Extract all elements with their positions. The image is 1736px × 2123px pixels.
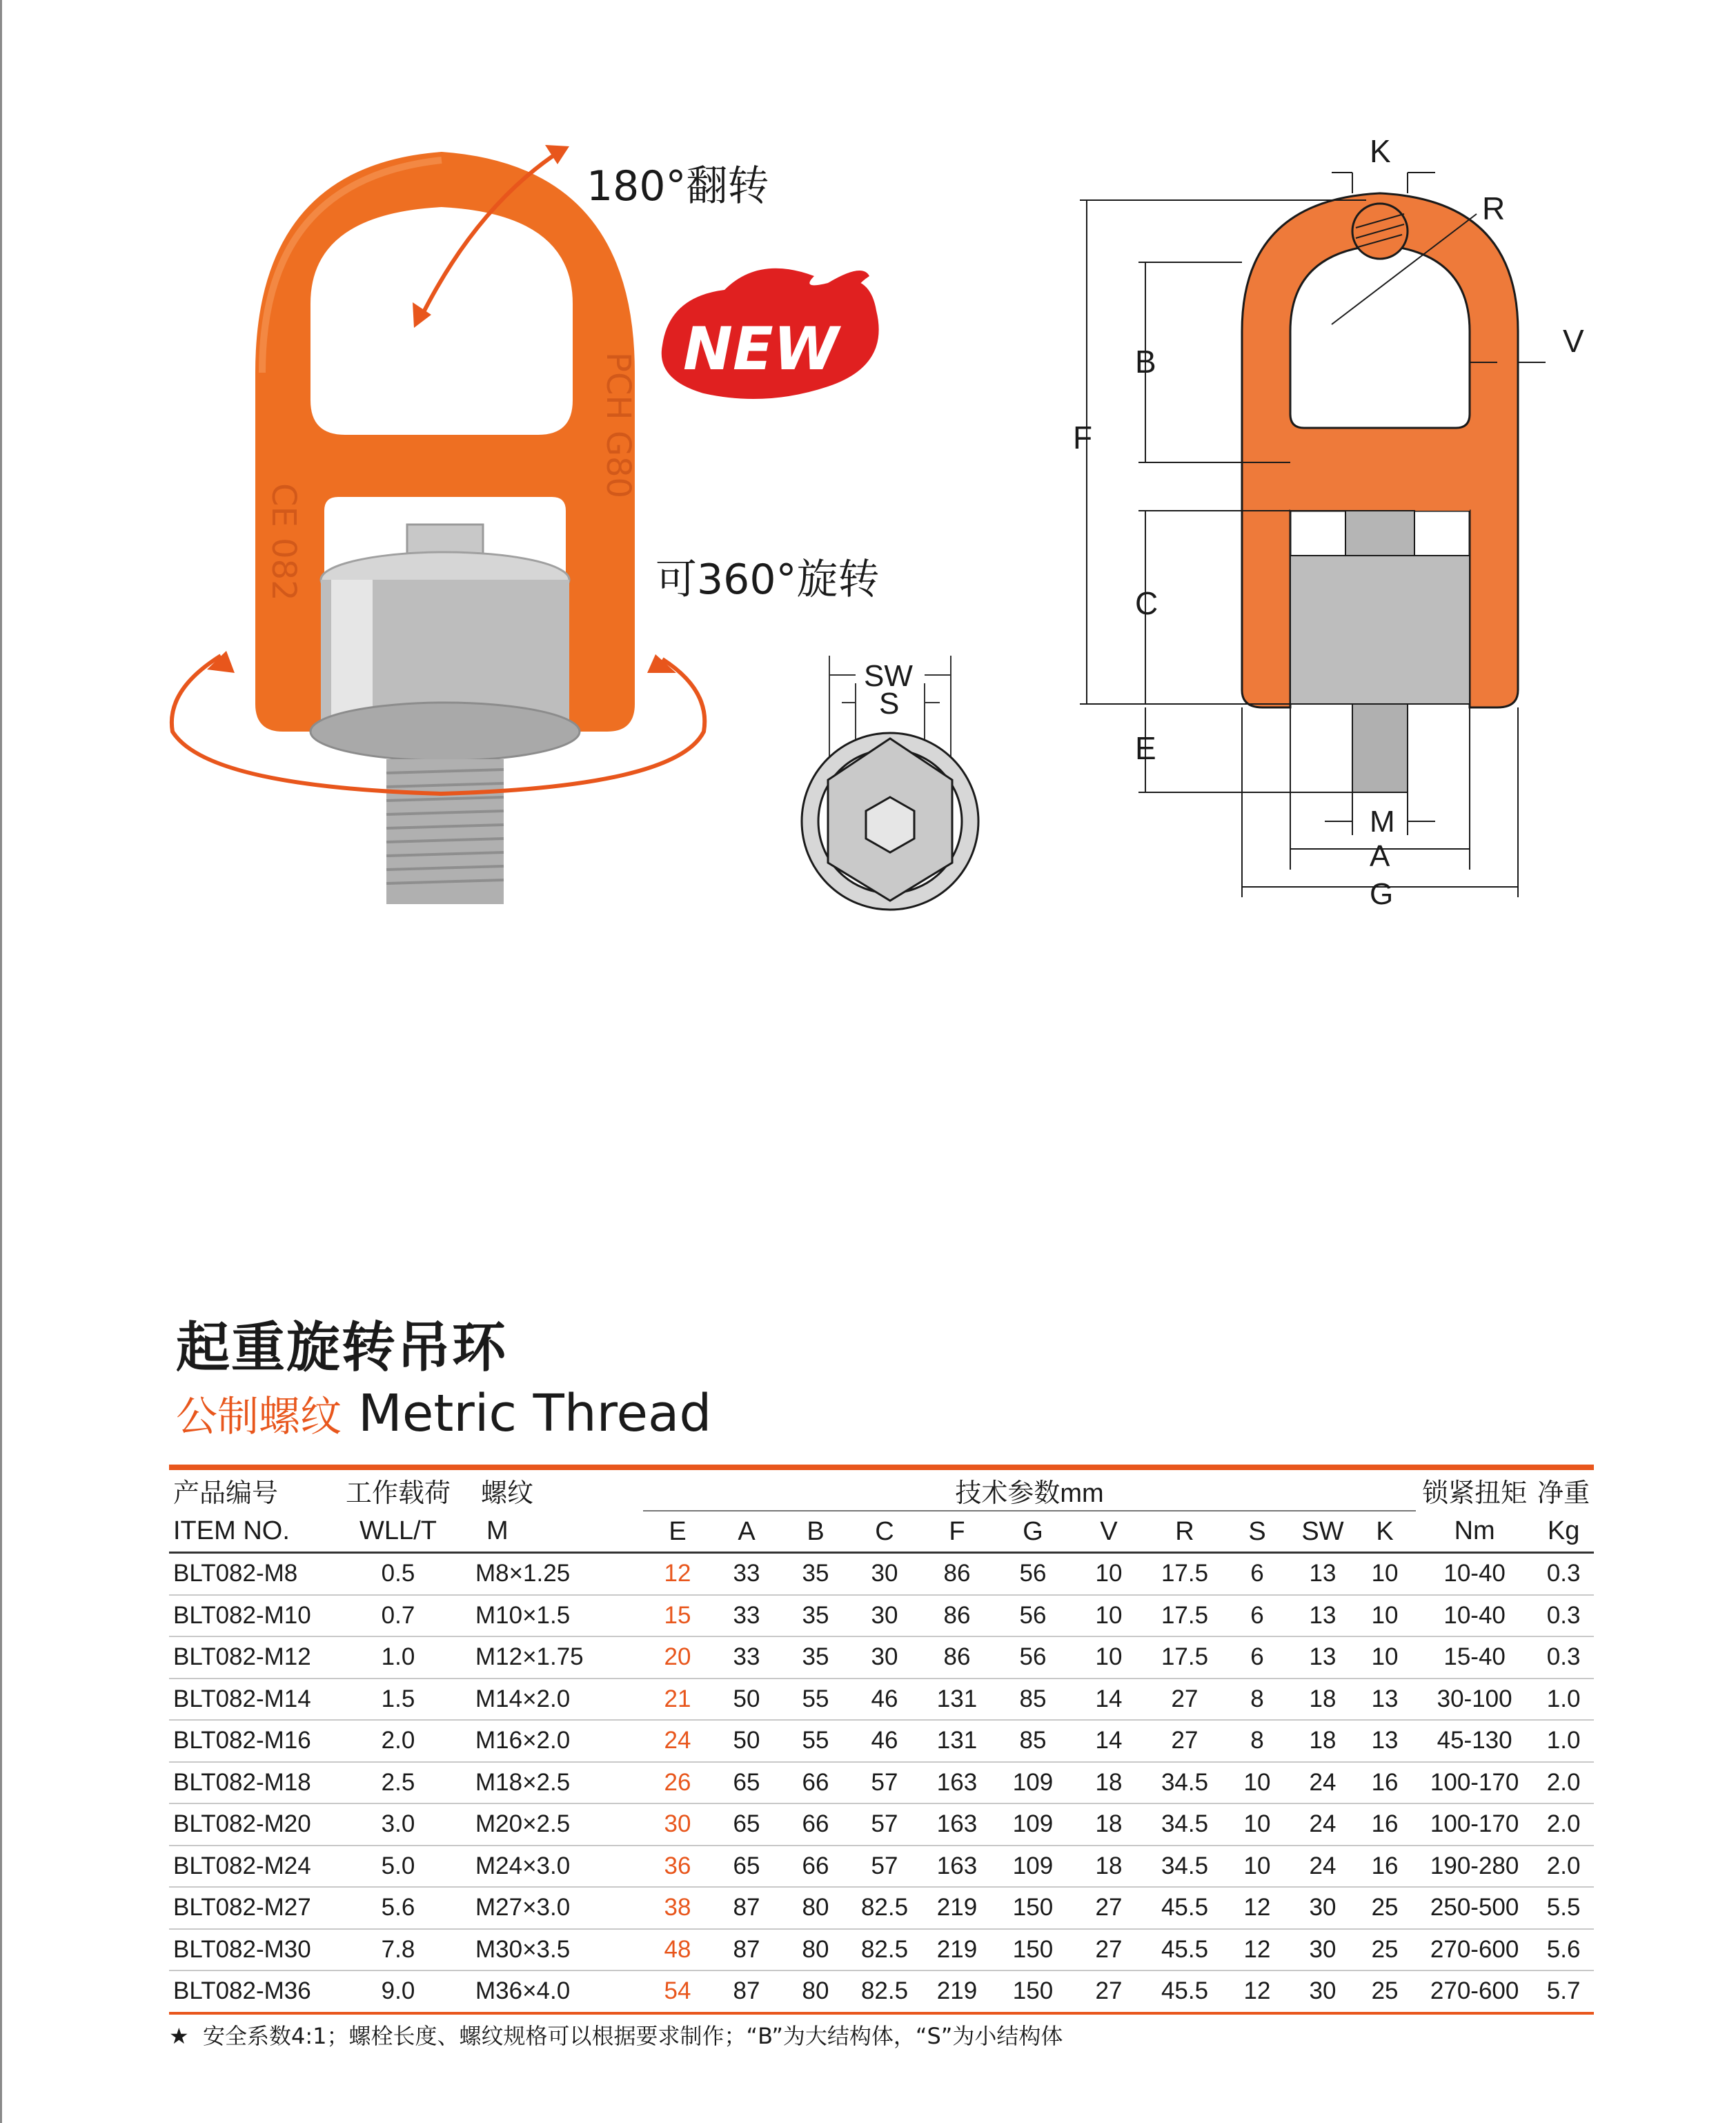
hdr-dim-r: R	[1175, 1516, 1194, 1546]
cell-wll: 3.0	[329, 1803, 467, 1846]
dim-label-a: A	[1370, 839, 1390, 873]
dim-label-m: M	[1370, 805, 1395, 839]
hdr-item-zh: 产品编号	[173, 1479, 279, 1508]
hdr-tech: 技术参数mm	[643, 1470, 1416, 1511]
cell-torque: 10-40	[1416, 1595, 1533, 1637]
diagram-stud	[1352, 704, 1408, 792]
cell-s: 10	[1223, 1803, 1292, 1846]
cell-b: 80	[781, 1929, 850, 1971]
cell-c: 82.5	[850, 1970, 919, 2013]
cell-sw: 24	[1292, 1762, 1354, 1804]
cell-weight: 2.0	[1533, 1762, 1594, 1804]
cell-k: 10	[1354, 1595, 1416, 1637]
cell-v: 18	[1071, 1803, 1147, 1846]
cell-torque: 250-500	[1416, 1887, 1533, 1929]
cell-sw: 18	[1292, 1679, 1354, 1721]
spec-table-wrap	[169, 1465, 1594, 2015]
cell-b: 66	[781, 1846, 850, 1888]
dim-label-r: R	[1482, 190, 1506, 226]
ring-mark-right: PCH G80	[599, 352, 638, 499]
cell-torque: 270-600	[1416, 1929, 1533, 1971]
cell-wll: 7.8	[329, 1929, 467, 1971]
cell-e: 21	[643, 1679, 712, 1721]
cell-thread: M20×2.5	[467, 1803, 643, 1846]
table-row	[169, 1553, 1594, 1595]
cell-sw: 24	[1292, 1846, 1354, 1888]
hdr-dim-f: F	[949, 1516, 965, 1546]
cell-item: BLT082-M18	[169, 1762, 329, 1804]
sw-label: SW	[864, 659, 913, 693]
hdr-dim-c: C	[875, 1516, 894, 1546]
cell-a: 50	[712, 1679, 781, 1721]
dimension-drawing	[1021, 124, 1628, 925]
cell-r: 27	[1147, 1720, 1223, 1762]
table-row	[169, 1929, 1594, 1971]
cell-item: BLT082-M10	[169, 1595, 329, 1637]
cell-wll: 0.7	[329, 1595, 467, 1637]
hdr-thread-zh: 螺纹	[481, 1479, 534, 1508]
cell-s: 6	[1223, 1595, 1292, 1637]
cell-s: 12	[1223, 1929, 1292, 1971]
hdr-dim-g: G	[1023, 1516, 1043, 1546]
cell-v: 14	[1071, 1720, 1147, 1762]
cell-item: BLT082-M36	[169, 1970, 329, 2013]
cell-weight: 2.0	[1533, 1803, 1594, 1846]
cell-thread: M36×4.0	[467, 1970, 643, 2013]
cell-f: 86	[919, 1595, 995, 1637]
cell-f: 163	[919, 1762, 995, 1804]
dim-label-c: C	[1135, 585, 1158, 621]
cell-thread: M18×2.5	[467, 1762, 643, 1804]
cell-sw: 13	[1292, 1553, 1354, 1595]
cell-f: 86	[919, 1636, 995, 1679]
table-row	[169, 1595, 1594, 1637]
cell-a: 33	[712, 1636, 781, 1679]
cell-s: 12	[1223, 1887, 1292, 1929]
cell-f: 131	[919, 1720, 995, 1762]
cell-a: 65	[712, 1846, 781, 1888]
cell-v: 14	[1071, 1679, 1147, 1721]
cell-e: 20	[643, 1636, 712, 1679]
cell-b: 80	[781, 1970, 850, 2013]
cell-sw: 30	[1292, 1887, 1354, 1929]
cell-thread: M27×3.0	[467, 1887, 643, 1929]
cell-v: 10	[1071, 1636, 1147, 1679]
cell-k: 10	[1354, 1636, 1416, 1679]
cell-g: 109	[995, 1762, 1071, 1804]
cell-e: 26	[643, 1762, 712, 1804]
cell-f: 219	[919, 1929, 995, 1971]
cell-thread: M8×1.25	[467, 1553, 643, 1595]
cell-thread: M12×1.75	[467, 1636, 643, 1679]
cell-item: BLT082-M30	[169, 1929, 329, 1971]
cell-wll: 1.0	[329, 1636, 467, 1679]
dim-label-g: G	[1370, 877, 1394, 911]
hdr-dim-sw: SW	[1301, 1516, 1344, 1546]
cell-c: 30	[850, 1553, 919, 1595]
cell-b: 55	[781, 1720, 850, 1762]
cell-c: 30	[850, 1595, 919, 1637]
cell-item: BLT082-M12	[169, 1636, 329, 1679]
cell-item: BLT082-M16	[169, 1720, 329, 1762]
cell-f: 219	[919, 1970, 995, 2013]
cell-wll: 1.5	[329, 1679, 467, 1721]
cell-s: 8	[1223, 1720, 1292, 1762]
cell-r: 45.5	[1147, 1970, 1223, 2013]
cell-r: 34.5	[1147, 1846, 1223, 1888]
cell-k: 10	[1354, 1553, 1416, 1595]
cell-weight: 5.6	[1533, 1929, 1594, 1971]
dim-label-b: B	[1135, 344, 1156, 380]
cell-r: 17.5	[1147, 1595, 1223, 1637]
cell-torque: 100-170	[1416, 1803, 1533, 1846]
cell-k: 25	[1354, 1929, 1416, 1971]
star-icon: ★	[169, 2023, 189, 2049]
cell-s: 6	[1223, 1636, 1292, 1679]
cell-weight: 0.3	[1533, 1595, 1594, 1637]
dim-label-f: F	[1073, 420, 1093, 456]
cell-k: 13	[1354, 1679, 1416, 1721]
hdr-dim-e: E	[669, 1516, 687, 1546]
cell-g: 150	[995, 1970, 1071, 2013]
cell-b: 66	[781, 1762, 850, 1804]
hdr-torque-en: Nm	[1454, 1516, 1495, 1545]
table-row	[169, 1846, 1594, 1888]
hdr-item-en: ITEM NO.	[173, 1516, 290, 1545]
cell-thread: M14×2.0	[467, 1679, 643, 1721]
cell-f: 86	[919, 1553, 995, 1595]
cell-weight: 5.5	[1533, 1887, 1594, 1929]
cell-v: 27	[1071, 1887, 1147, 1929]
cell-wll: 5.6	[329, 1887, 467, 1929]
cell-v: 27	[1071, 1970, 1147, 2013]
cell-wll: 9.0	[329, 1970, 467, 2013]
cell-a: 33	[712, 1553, 781, 1595]
cell-sw: 24	[1292, 1803, 1354, 1846]
cell-a: 87	[712, 1929, 781, 1971]
cell-e: 24	[643, 1720, 712, 1762]
cell-wll: 0.5	[329, 1553, 467, 1595]
cell-f: 163	[919, 1803, 995, 1846]
cell-torque: 270-600	[1416, 1970, 1533, 2013]
cell-item: BLT082-M20	[169, 1803, 329, 1846]
subtitle	[176, 1384, 711, 1443]
cell-item: BLT082-M24	[169, 1846, 329, 1888]
cell-item: BLT082-M27	[169, 1887, 329, 1929]
rotate-360-label: 可360°旋转	[655, 556, 880, 604]
cell-c: 46	[850, 1720, 919, 1762]
cell-g: 56	[995, 1636, 1071, 1679]
cell-f: 163	[919, 1846, 995, 1888]
cell-r: 27	[1147, 1679, 1223, 1721]
cell-sw: 13	[1292, 1595, 1354, 1637]
cell-a: 33	[712, 1595, 781, 1637]
cell-v: 18	[1071, 1846, 1147, 1888]
cell-e: 54	[643, 1970, 712, 2013]
cell-r: 45.5	[1147, 1887, 1223, 1929]
hdr-thread-en: M	[486, 1516, 509, 1545]
cell-weight: 0.3	[1533, 1636, 1594, 1679]
cell-b: 35	[781, 1595, 850, 1637]
dim-label-v: V	[1563, 323, 1584, 359]
cell-g: 109	[995, 1846, 1071, 1888]
cell-a: 65	[712, 1803, 781, 1846]
cell-e: 48	[643, 1929, 712, 1971]
cell-weight: 1.0	[1533, 1679, 1594, 1721]
cell-f: 219	[919, 1887, 995, 1929]
table-row	[169, 1636, 1594, 1679]
new-badge	[662, 268, 879, 399]
subtitle-en: Metric Thread	[358, 1384, 712, 1443]
cell-thread: M16×2.0	[467, 1720, 643, 1762]
table-row	[169, 1679, 1594, 1721]
dim-label-e: E	[1135, 730, 1156, 766]
dim-label-k: K	[1370, 133, 1391, 169]
cell-r: 17.5	[1147, 1553, 1223, 1595]
cell-thread: M24×3.0	[467, 1846, 643, 1888]
hdr-wll-en: WLL/T	[359, 1516, 437, 1545]
cell-sw: 30	[1292, 1929, 1354, 1971]
cell-g: 85	[995, 1679, 1071, 1721]
cell-k: 16	[1354, 1846, 1416, 1888]
hdr-wll-zh: 工作载荷	[345, 1479, 451, 1508]
cell-b: 80	[781, 1887, 850, 1929]
cell-wll: 5.0	[329, 1846, 467, 1888]
table-row	[169, 1887, 1594, 1929]
cell-c: 57	[850, 1762, 919, 1804]
cell-a: 65	[712, 1762, 781, 1804]
table-row	[169, 1762, 1594, 1804]
hex-socket-view	[787, 642, 994, 911]
hdr-dim-v: V	[1100, 1516, 1118, 1546]
cell-e: 38	[643, 1887, 712, 1929]
cell-torque: 45-130	[1416, 1720, 1533, 1762]
cell-v: 27	[1071, 1929, 1147, 1971]
cell-wll: 2.0	[329, 1720, 467, 1762]
hdr-dim-a: A	[738, 1516, 756, 1546]
cell-s: 10	[1223, 1762, 1292, 1804]
cell-b: 66	[781, 1803, 850, 1846]
cell-g: 56	[995, 1595, 1071, 1637]
cell-r: 34.5	[1147, 1803, 1223, 1846]
cell-k: 25	[1354, 1970, 1416, 2013]
cell-r: 34.5	[1147, 1762, 1223, 1804]
hdr-weight-zh: 净重	[1537, 1479, 1590, 1508]
cell-c: 82.5	[850, 1887, 919, 1929]
cell-e: 36	[643, 1846, 712, 1888]
cell-b: 35	[781, 1553, 850, 1595]
footnote-text: 安全系数4:1；螺栓长度、螺纹规格可以根据要求制作；“B”为大结构体，“S”为小结构体	[203, 2023, 1063, 2049]
cell-torque: 190-280	[1416, 1846, 1533, 1888]
cell-s: 8	[1223, 1679, 1292, 1721]
page-title: 起重旋转吊环	[176, 1317, 508, 1379]
cell-k: 13	[1354, 1720, 1416, 1762]
cell-g: 85	[995, 1720, 1071, 1762]
new-badge-text: NEW	[683, 315, 839, 384]
hdr-dim-k: K	[1376, 1516, 1394, 1546]
cell-sw: 30	[1292, 1970, 1354, 2013]
diagram-body	[1290, 556, 1470, 704]
cell-torque: 10-40	[1416, 1553, 1533, 1595]
cell-weight: 2.0	[1533, 1846, 1594, 1888]
cell-torque: 100-170	[1416, 1762, 1533, 1804]
cell-r: 17.5	[1147, 1636, 1223, 1679]
table-top-rule	[169, 1465, 1594, 1470]
s-label: S	[879, 687, 900, 721]
cell-a: 50	[712, 1720, 781, 1762]
cell-g: 109	[995, 1803, 1071, 1846]
cell-b: 35	[781, 1636, 850, 1679]
cell-wll: 2.5	[329, 1762, 467, 1804]
cell-torque: 30-100	[1416, 1679, 1533, 1721]
cell-s: 12	[1223, 1970, 1292, 2013]
cell-a: 87	[712, 1887, 781, 1929]
cell-r: 45.5	[1147, 1929, 1223, 1971]
cell-e: 12	[643, 1553, 712, 1595]
spec-table-body	[169, 1553, 1594, 2013]
table-row	[169, 1803, 1594, 1846]
ring-eye	[310, 207, 573, 435]
cell-item: BLT082-M8	[169, 1553, 329, 1595]
hdr-torque-zh: 锁紧扭矩	[1422, 1479, 1528, 1508]
cell-c: 82.5	[850, 1929, 919, 1971]
cell-thread: M30×3.5	[467, 1929, 643, 1971]
hdr-dim-s: S	[1248, 1516, 1266, 1546]
table-row	[169, 1720, 1594, 1762]
cell-sw: 13	[1292, 1636, 1354, 1679]
cell-torque: 15-40	[1416, 1636, 1533, 1679]
page-edge-line	[0, 0, 2, 2123]
hdr-weight-en: Kg	[1547, 1516, 1580, 1545]
cell-b: 55	[781, 1679, 850, 1721]
cell-g: 150	[995, 1887, 1071, 1929]
rotate-180-label: 180°翻转	[586, 162, 769, 211]
cell-g: 150	[995, 1929, 1071, 1971]
cell-e: 30	[643, 1803, 712, 1846]
cell-weight: 1.0	[1533, 1720, 1594, 1762]
subtitle-zh: 公制螺纹	[176, 1393, 342, 1441]
hdr-dim-b: B	[807, 1516, 825, 1546]
cell-thread: M10×1.5	[467, 1595, 643, 1637]
cell-item: BLT082-M14	[169, 1679, 329, 1721]
cell-s: 10	[1223, 1846, 1292, 1888]
ring-mark-left: CE 082	[264, 483, 303, 601]
cell-v: 10	[1071, 1553, 1147, 1595]
cell-v: 10	[1071, 1595, 1147, 1637]
cell-k: 16	[1354, 1803, 1416, 1846]
cell-k: 16	[1354, 1762, 1416, 1804]
cell-v: 18	[1071, 1762, 1147, 1804]
footnote	[169, 2019, 1063, 2051]
cell-a: 87	[712, 1970, 781, 2013]
cell-sw: 18	[1292, 1720, 1354, 1762]
cell-weight: 0.3	[1533, 1553, 1594, 1595]
cell-k: 25	[1354, 1887, 1416, 1929]
table-row	[169, 1970, 1594, 2013]
cell-s: 6	[1223, 1553, 1292, 1595]
spec-table	[169, 1470, 1594, 2015]
cell-c: 46	[850, 1679, 919, 1721]
cell-c: 30	[850, 1636, 919, 1679]
cell-e: 15	[643, 1595, 712, 1637]
cell-c: 57	[850, 1803, 919, 1846]
cell-weight: 5.7	[1533, 1970, 1594, 2013]
cell-f: 131	[919, 1679, 995, 1721]
cell-c: 57	[850, 1846, 919, 1888]
cell-g: 56	[995, 1553, 1071, 1595]
